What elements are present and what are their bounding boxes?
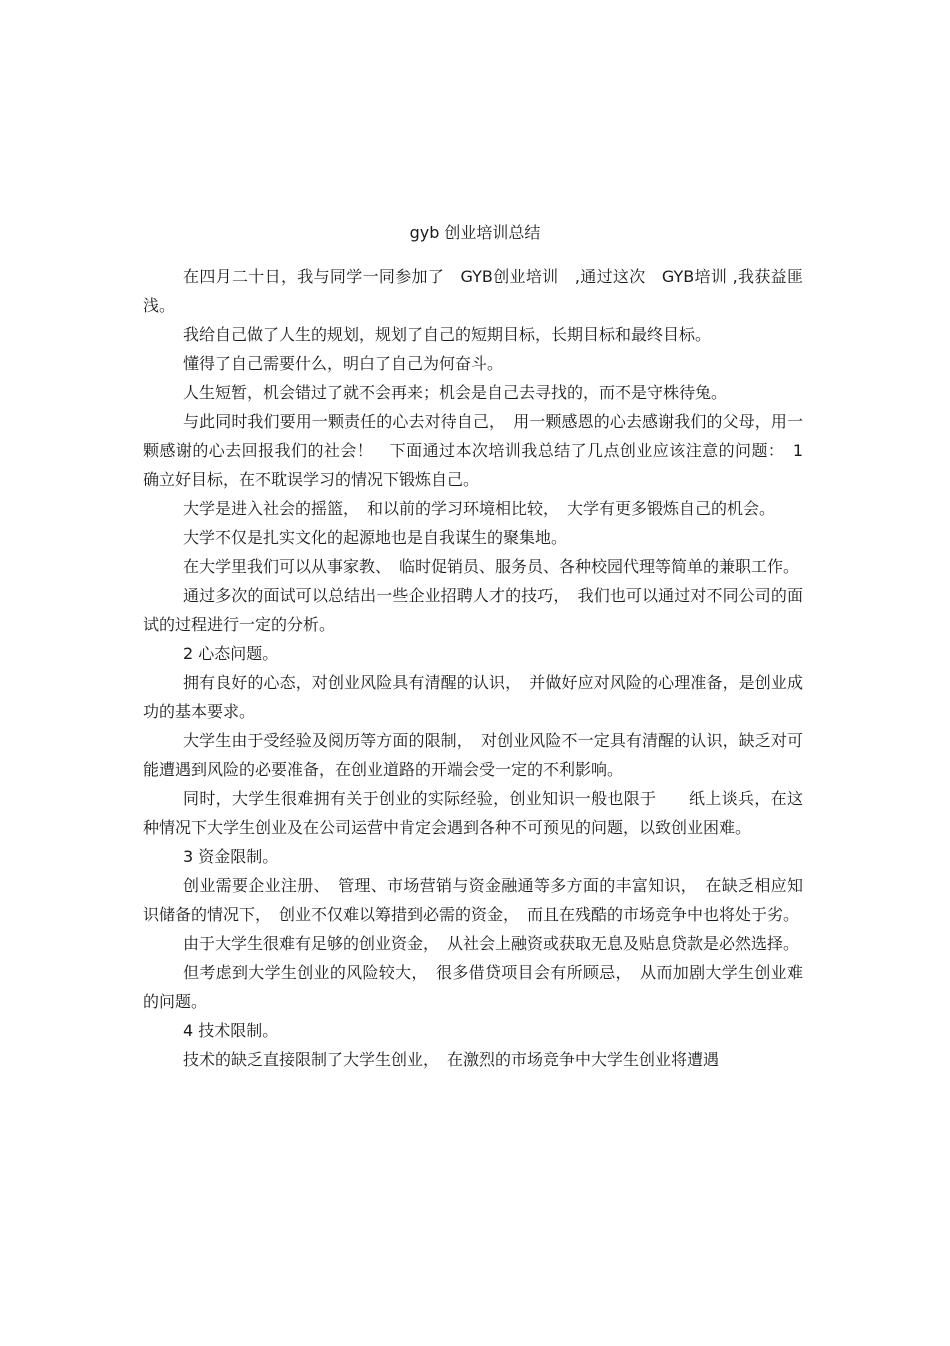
paragraph-3: 懂得了自己需要什么，明白了自己为何奋斗。	[183, 354, 504, 373]
paragraph-11: 拥有良好的心态，对创业风险具有清醒的认识， 并做好应对风险的心理准备，是创业成功的基本要求。	[143, 673, 803, 721]
section-heading-2: 2 心态问题。	[183, 644, 279, 663]
section-heading-3: 3 资金限制。	[183, 847, 279, 866]
paragraph-17: 但考虑到大学生创业的风险较大， 很多借贷项目会有所顾忌， 从而加剧大学生创业难的问题。	[143, 963, 803, 1011]
paragraph-1: 在四月二十日，我与同学一同参加了 GYB创业培训 ,通过这次 GYB培训 ,我获益匪浅。	[143, 267, 803, 315]
paragraph-8: 在大学里我们可以从事家教、 临时促销员、服务员、各种校园代理等简单的兼职工作。	[183, 557, 800, 576]
section-heading-4: 4 技术限制。	[183, 1021, 279, 1040]
document-body	[143, 262, 803, 1074]
paragraph-2: 我给自己做了人生的规划，规划了自己的短期目标，长期目标和最终目标。	[183, 325, 712, 344]
paragraph-15: 创业需要企业注册、 管理、市场营销与资金融通等多方面的丰富知识， 在缺乏相应知识储备的情况下， 创业不仅难以筹措到必需的资金， 而且在残酷的市场竞争中也将处于劣。	[143, 876, 803, 924]
document-title: gyb 创业培训总结	[409, 223, 541, 242]
paragraph-7: 大学不仅是扎实文化的起源地也是自我谋生的聚集地。	[183, 528, 568, 547]
paragraph-9: 通过多次的面试可以总结出一些企业招聘人才的技巧， 我们也可以通过对不同公司的面试的过程进行一定的分析。	[143, 586, 803, 634]
paragraph-6: 大学是进入社会的摇篮， 和以前的学习环境相比较， 大学有更多锻炼自己的机会。	[183, 499, 776, 518]
paragraph-5: 与此同时我们要用一颗责任的心去对待自己， 用一颗感恩的心去感谢我们的父母，用一颗感谢的心去回报我们的社会！ 下面通过本次培训我总结了几点创业应该注意的问题： 1 确立好目标，在不耽误学习的情况下锻炼自己。	[143, 412, 803, 489]
paragraph-16: 由于大学生很难有足够的创业资金， 从社会上融资或获取无息及贴息贷款是必然选择。	[183, 934, 800, 953]
paragraph-19: 技术的缺乏直接限制了大学生创业， 在激烈的市场竞争中大学生创业将遭遇	[183, 1050, 720, 1069]
paragraph-4: 人生短暂，机会错过了就不会再来；机会是自己去寻找的，而不是守株待兔。	[183, 383, 728, 402]
paragraph-13: 同时，大学生很难拥有关于创业的实际经验，创业知识一般也限于 纸上谈兵，在这种情况下大学生创业及在公司运营中肯定会遇到各种不可预见的问题，以致创业困难。	[143, 789, 803, 837]
paragraph-12: 大学生由于受经验及阅历等方面的限制， 对创业风险不一定具有清醒的认识，缺乏对可能遭遇到风险的必要准备，在创业道路的开端会受一定的不利影响。	[143, 731, 803, 779]
